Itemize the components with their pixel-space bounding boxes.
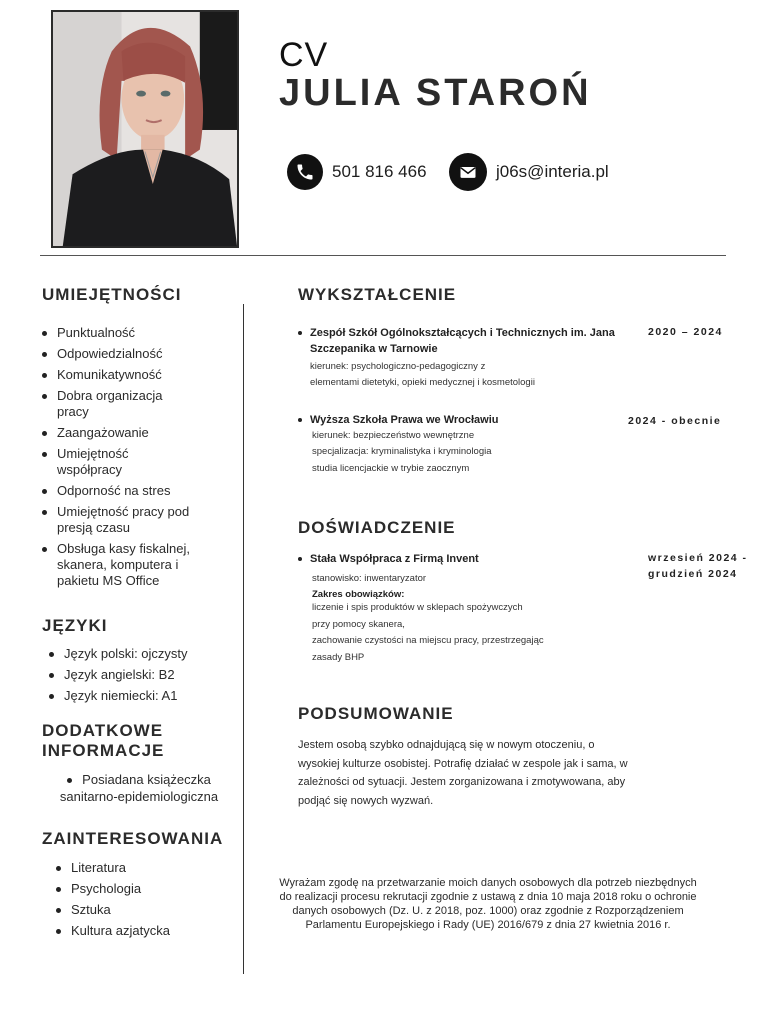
list-item: Kultura azjatycka [56, 923, 236, 939]
education-title: WYKSZTAŁCENIE [298, 285, 457, 304]
phone-number: 501 816 466 [332, 162, 427, 181]
duty-line: liczenie i spis produktów w sklepach spożywczych [312, 602, 523, 613]
list-item: Obsługa kasy fiskalnej, skanera, komputera i pakietu MS Office [42, 541, 212, 589]
education-detail: kierunek: bezpieczeństwo wewnętrzne [312, 430, 475, 441]
list-item: Dobra organizacja pracy [42, 388, 192, 420]
list-item: Język polski: ojczysty [49, 646, 234, 662]
list-item: Komunikatywność [42, 367, 227, 383]
interests-list [56, 860, 236, 944]
school-name: Wyższa Szkoła Prawa we Wrocławiu [310, 414, 499, 426]
summary-title: PODSUMOWANIE [298, 704, 454, 723]
list-item: Umiejętność pracy pod presją czasu [42, 504, 212, 536]
list-item: Psychologia [56, 881, 236, 897]
skills-title: UMIEJĘTNOŚCI [42, 285, 182, 304]
interests-title: ZAINTERESOWANIA [42, 829, 224, 848]
education-entry-date: 2024 - obecnie [628, 415, 722, 427]
duty-line: zachowanie czystości na miejscu pracy, przestrzegając [312, 635, 544, 646]
experience-title: DOŚWIADCZENIE [298, 518, 456, 537]
experience-date-start: wrzesień 2024 - [648, 552, 748, 564]
email-address: j06s@interia.pl [496, 162, 609, 181]
list-item: Literatura [56, 860, 236, 876]
additional-info-title: DODATKOWE INFORMACJE [42, 721, 165, 760]
duty-line: zasady BHP [312, 652, 365, 663]
candidate-name: JULIA STAROŃ [279, 72, 592, 114]
experience-entry-company [310, 551, 610, 567]
bullet [67, 778, 72, 783]
additional-info-item [44, 771, 234, 805]
education-entry-school [310, 325, 630, 357]
bullet [298, 331, 302, 335]
list-item: Sztuka [56, 902, 236, 918]
list-item: Odpowiedzialność [42, 346, 227, 362]
phone-contact [287, 154, 427, 190]
education-entry-date: 2020 – 2024 [648, 326, 723, 338]
experience-date-end: grudzień 2024 [648, 568, 738, 580]
phone-icon [287, 154, 323, 190]
header-divider [40, 255, 726, 256]
education-detail: elementami dietetyki, opieki medycznej i kosmetologii [310, 377, 535, 388]
email-contact [449, 154, 609, 190]
school-name: Zespół Szkół Ogólnokształcących i Technicznych im. Jana Szczepanika w Tarnowie [310, 327, 615, 355]
education-entry-school [310, 412, 610, 428]
bullet [298, 418, 302, 422]
list-item: Język niemiecki: A1 [49, 688, 234, 704]
summary-text: Jestem osobą szybko odnajdującą się w nowym otoczeniu, o wysokiej kulturze osobistej. Potrafię działać w zespole jak i sama, w zależności od sytuacji. Jestem zorganizowana i zmotywowana, aby podjąć się nowych wyzwań. [298, 739, 628, 807]
list-item: Punktualność [42, 325, 227, 341]
list-item: Odporność na stres [42, 483, 227, 499]
skills-list [42, 325, 227, 594]
duty-line: przy pomocy skanera, [312, 619, 405, 630]
additional-info-text: Posiadana książeczka sanitarno-epidemiologiczna [59, 772, 219, 804]
list-item: Zaangażowanie [42, 425, 227, 441]
duties-label: Zakres obowiązków: [312, 589, 405, 600]
education-detail: kierunek: psychologiczno-pedagogiczny z [310, 361, 486, 372]
list-item: Język angielski: B2 [49, 667, 234, 683]
company-name: Stała Współpraca z Firmą Invent [310, 553, 479, 565]
gdpr-consent: Wyrażam zgodę na przetwarzanie moich danych osobowych dla potrzeb niezbędnych do realizacji procesu rekrutacji zgodnie z ustawą z dnia 10 maja 2018 roku o ochronie danych osobowych (Dz. U. z 2018, poz. 1000) oraz zgodnie z Rozporządzeniem Parlamentu Europejskiego i Rady (UE) 2016/679 z dnia 27 kwietnia 2016 r. [279, 877, 697, 931]
bullet [298, 557, 302, 561]
list-item: Umiejętność współpracy [42, 446, 152, 478]
languages-list [49, 646, 234, 709]
languages-title: JĘZYKI [42, 616, 108, 635]
column-divider [243, 304, 244, 974]
cv-label: CV [279, 36, 329, 74]
education-detail: studia licencjackie w trybie zaocznym [312, 463, 470, 474]
education-detail: specjalizacja: kryminalistyka i kryminologia [312, 446, 492, 457]
envelope-icon [449, 153, 487, 191]
experience-position: stanowisko: inwentaryzator [312, 573, 427, 584]
profile-photo [51, 10, 239, 248]
